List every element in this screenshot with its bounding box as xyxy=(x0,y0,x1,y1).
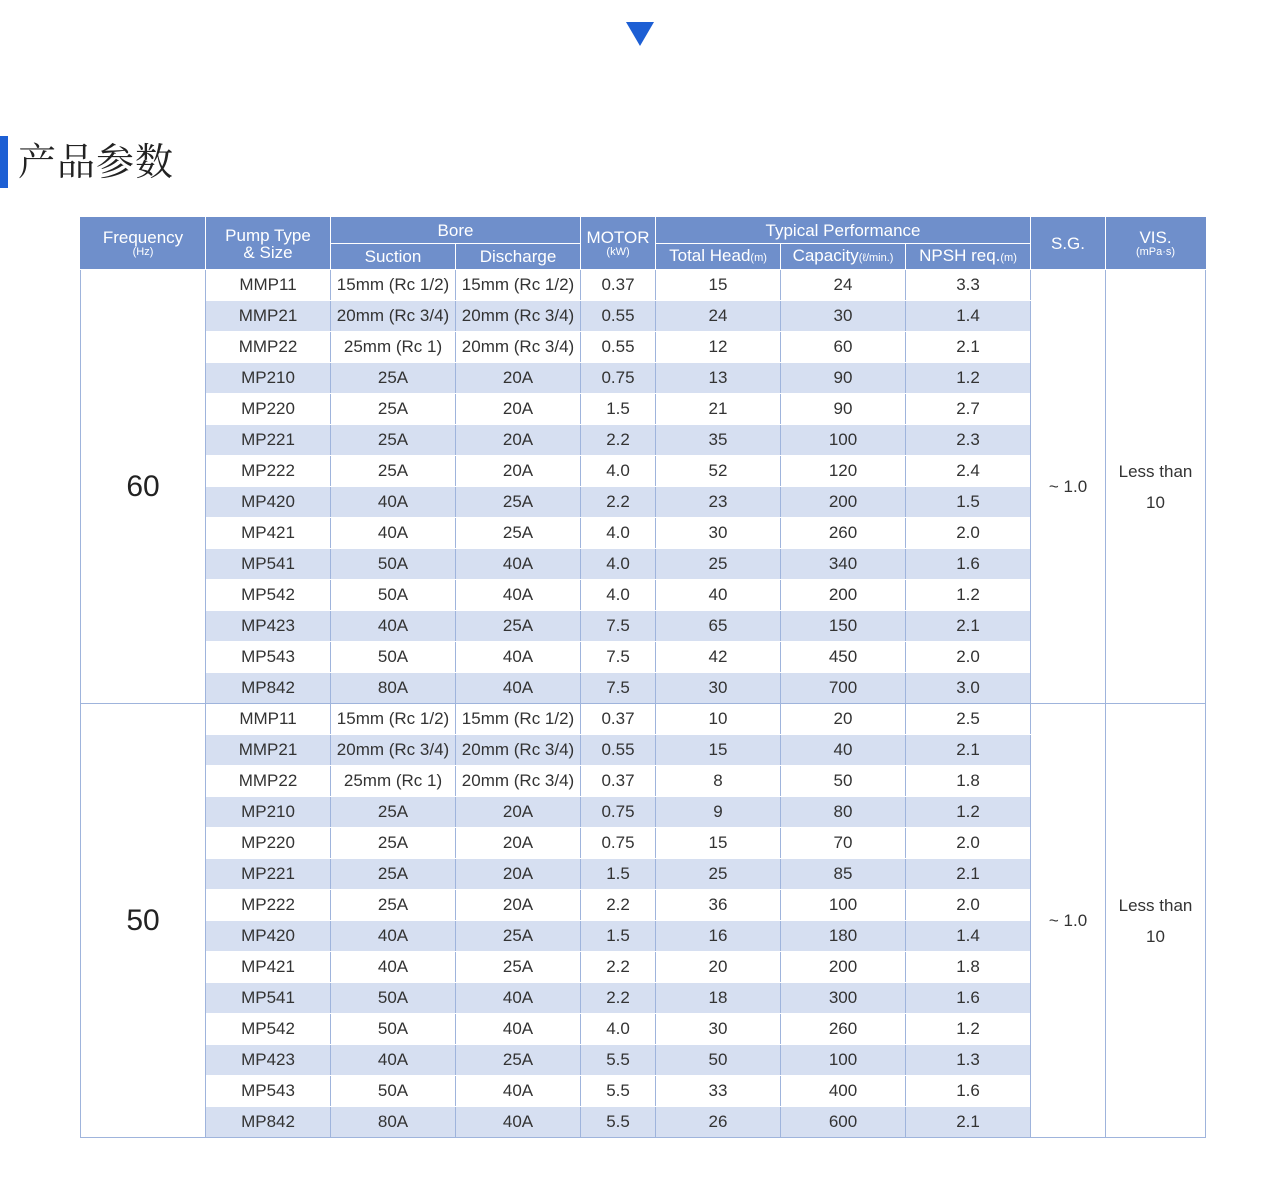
npsh-cell: 1.4 xyxy=(906,301,1031,332)
pump-type-cell: MP221 xyxy=(206,859,331,890)
total-head-cell: 25 xyxy=(656,549,781,580)
discharge-cell: 20A xyxy=(456,456,581,487)
discharge-cell: 15mm (Rc 1/2) xyxy=(456,704,581,735)
motor-cell: 7.5 xyxy=(581,673,656,704)
pump-type-cell: MP842 xyxy=(206,673,331,704)
header-total-head xyxy=(656,244,781,270)
pump-type-cell: MP543 xyxy=(206,1076,331,1107)
total-head-cell: 36 xyxy=(656,890,781,921)
npsh-cell: 1.2 xyxy=(906,363,1031,394)
header-typical-performance: Typical Performance xyxy=(656,218,1031,244)
capacity-cell: 50 xyxy=(781,766,906,797)
discharge-cell: 25A xyxy=(456,518,581,549)
npsh-cell: 2.1 xyxy=(906,859,1031,890)
discharge-cell: 40A xyxy=(456,580,581,611)
header-capacity-label: Capacity xyxy=(792,245,859,265)
capacity-cell: 20 xyxy=(781,704,906,735)
vis-line-2: 10 xyxy=(1146,926,1165,946)
motor-cell: 4.0 xyxy=(581,580,656,611)
frequency-value: 60 xyxy=(81,270,206,704)
discharge-cell: 40A xyxy=(456,549,581,580)
section-accent-bar xyxy=(0,136,8,188)
total-head-cell: 33 xyxy=(656,1076,781,1107)
pump-type-cell: MP420 xyxy=(206,921,331,952)
capacity-cell: 100 xyxy=(781,890,906,921)
pump-type-cell: MMP21 xyxy=(206,301,331,332)
header-motor-unit: (kW) xyxy=(606,245,630,258)
total-head-cell: 52 xyxy=(656,456,781,487)
total-head-cell: 30 xyxy=(656,1014,781,1045)
npsh-cell: 1.6 xyxy=(906,1076,1031,1107)
npsh-cell: 1.2 xyxy=(906,580,1031,611)
capacity-cell: 40 xyxy=(781,735,906,766)
motor-cell: 0.75 xyxy=(581,828,656,859)
motor-cell: 4.0 xyxy=(581,518,656,549)
header-pump-size-label: & Size xyxy=(243,242,293,262)
discharge-cell: 15mm (Rc 1/2) xyxy=(456,270,581,301)
suction-cell: 80A xyxy=(331,1107,456,1138)
suction-cell: 50A xyxy=(331,580,456,611)
npsh-cell: 1.3 xyxy=(906,1045,1031,1076)
npsh-cell: 1.5 xyxy=(906,487,1031,518)
capacity-cell: 90 xyxy=(781,363,906,394)
discharge-cell: 20A xyxy=(456,363,581,394)
suction-cell: 40A xyxy=(331,518,456,549)
total-head-cell: 26 xyxy=(656,1107,781,1138)
pump-type-cell: MP842 xyxy=(206,1107,331,1138)
motor-cell: 4.0 xyxy=(581,1014,656,1045)
header-frequency xyxy=(81,218,206,270)
capacity-cell: 60 xyxy=(781,332,906,363)
total-head-cell: 8 xyxy=(656,766,781,797)
npsh-cell: 2.0 xyxy=(906,518,1031,549)
npsh-cell: 2.1 xyxy=(906,735,1031,766)
total-head-cell: 25 xyxy=(656,859,781,890)
discharge-cell: 40A xyxy=(456,1014,581,1045)
pump-type-cell: MP541 xyxy=(206,983,331,1014)
header-pump-type-label: Pump Type xyxy=(225,225,311,245)
motor-cell: 2.2 xyxy=(581,952,656,983)
total-head-cell: 21 xyxy=(656,394,781,425)
motor-cell: 5.5 xyxy=(581,1107,656,1138)
motor-cell: 0.55 xyxy=(581,735,656,766)
pump-type-cell: MP210 xyxy=(206,797,331,828)
discharge-cell: 25A xyxy=(456,952,581,983)
suction-cell: 50A xyxy=(331,549,456,580)
npsh-cell: 1.6 xyxy=(906,549,1031,580)
suction-cell: 25A xyxy=(331,859,456,890)
capacity-cell: 200 xyxy=(781,952,906,983)
header-suction: Suction xyxy=(331,244,456,270)
total-head-cell: 15 xyxy=(656,828,781,859)
frequency-group-50 xyxy=(81,704,1206,1138)
product-spec-table xyxy=(80,217,1206,1138)
capacity-cell: 80 xyxy=(781,797,906,828)
discharge-cell: 20mm (Rc 3/4) xyxy=(456,301,581,332)
pump-type-cell: MP222 xyxy=(206,890,331,921)
header-vis-unit: (mPa·s) xyxy=(1135,245,1176,258)
motor-cell: 2.2 xyxy=(581,983,656,1014)
npsh-cell: 3.3 xyxy=(906,270,1031,301)
motor-cell: 0.75 xyxy=(581,363,656,394)
npsh-cell: 1.2 xyxy=(906,797,1031,828)
npsh-cell: 2.0 xyxy=(906,828,1031,859)
pump-type-cell: MP221 xyxy=(206,425,331,456)
table-header xyxy=(81,218,1206,270)
pump-type-cell: MP423 xyxy=(206,611,331,642)
table-row xyxy=(81,270,1206,301)
total-head-cell: 42 xyxy=(656,642,781,673)
suction-cell: 25A xyxy=(331,456,456,487)
npsh-cell: 1.8 xyxy=(906,766,1031,797)
header-sg: S.G. xyxy=(1031,218,1106,270)
sg-value: ~ 1.0 xyxy=(1031,270,1106,704)
total-head-cell: 18 xyxy=(656,983,781,1014)
capacity-cell: 70 xyxy=(781,828,906,859)
capacity-cell: 100 xyxy=(781,425,906,456)
total-head-cell: 35 xyxy=(656,425,781,456)
suction-cell: 25A xyxy=(331,890,456,921)
scroll-down-arrow-icon xyxy=(626,22,654,46)
header-npsh xyxy=(906,244,1031,270)
capacity-cell: 90 xyxy=(781,394,906,425)
total-head-cell: 9 xyxy=(656,797,781,828)
total-head-cell: 10 xyxy=(656,704,781,735)
capacity-cell: 700 xyxy=(781,673,906,704)
discharge-cell: 25A xyxy=(456,1045,581,1076)
pump-type-cell: MP420 xyxy=(206,487,331,518)
discharge-cell: 40A xyxy=(456,1107,581,1138)
suction-cell: 50A xyxy=(331,983,456,1014)
suction-cell: 25A xyxy=(331,394,456,425)
suction-cell: 50A xyxy=(331,1014,456,1045)
pump-type-cell: MP220 xyxy=(206,828,331,859)
vis-line-2: 10 xyxy=(1146,492,1165,512)
total-head-cell: 15 xyxy=(656,735,781,766)
header-bore: Bore xyxy=(331,218,581,244)
motor-cell: 7.5 xyxy=(581,642,656,673)
pump-type-cell: MP541 xyxy=(206,549,331,580)
capacity-cell: 400 xyxy=(781,1076,906,1107)
motor-cell: 0.55 xyxy=(581,332,656,363)
table-row xyxy=(81,704,1206,735)
total-head-cell: 23 xyxy=(656,487,781,518)
discharge-cell: 25A xyxy=(456,921,581,952)
pump-type-cell: MMP21 xyxy=(206,735,331,766)
pump-type-cell: MP423 xyxy=(206,1045,331,1076)
motor-cell: 0.55 xyxy=(581,301,656,332)
total-head-cell: 15 xyxy=(656,270,781,301)
vis-value xyxy=(1106,704,1206,1138)
total-head-cell: 24 xyxy=(656,301,781,332)
npsh-cell: 2.1 xyxy=(906,611,1031,642)
suction-cell: 40A xyxy=(331,921,456,952)
total-head-cell: 12 xyxy=(656,332,781,363)
motor-cell: 0.37 xyxy=(581,766,656,797)
discharge-cell: 20A xyxy=(456,425,581,456)
discharge-cell: 20mm (Rc 3/4) xyxy=(456,735,581,766)
discharge-cell: 20A xyxy=(456,394,581,425)
capacity-cell: 180 xyxy=(781,921,906,952)
npsh-cell: 1.8 xyxy=(906,952,1031,983)
pump-type-cell: MP421 xyxy=(206,518,331,549)
npsh-cell: 1.6 xyxy=(906,983,1031,1014)
capacity-cell: 150 xyxy=(781,611,906,642)
header-pump-type xyxy=(206,218,331,270)
capacity-cell: 340 xyxy=(781,549,906,580)
capacity-cell: 30 xyxy=(781,301,906,332)
header-vis-label: VIS. xyxy=(1139,227,1172,247)
capacity-cell: 100 xyxy=(781,1045,906,1076)
suction-cell: 25A xyxy=(331,363,456,394)
pump-type-cell: MP543 xyxy=(206,642,331,673)
header-capacity-unit: (ℓ/min.) xyxy=(858,251,894,264)
pump-type-cell: MMP22 xyxy=(206,766,331,797)
motor-cell: 4.0 xyxy=(581,456,656,487)
pump-type-cell: MMP11 xyxy=(206,270,331,301)
capacity-cell: 300 xyxy=(781,983,906,1014)
motor-cell: 5.5 xyxy=(581,1076,656,1107)
npsh-cell: 2.1 xyxy=(906,332,1031,363)
suction-cell: 15mm (Rc 1/2) xyxy=(331,270,456,301)
vis-value xyxy=(1106,270,1206,704)
total-head-cell: 40 xyxy=(656,580,781,611)
total-head-cell: 30 xyxy=(656,518,781,549)
header-total-head-label: Total Head xyxy=(669,245,751,265)
suction-cell: 40A xyxy=(331,487,456,518)
motor-cell: 4.0 xyxy=(581,549,656,580)
total-head-cell: 13 xyxy=(656,363,781,394)
discharge-cell: 40A xyxy=(456,983,581,1014)
header-frequency-unit: (Hz) xyxy=(132,245,154,258)
npsh-cell: 2.0 xyxy=(906,890,1031,921)
motor-cell: 0.37 xyxy=(581,270,656,301)
motor-cell: 0.37 xyxy=(581,704,656,735)
total-head-cell: 16 xyxy=(656,921,781,952)
suction-cell: 25A xyxy=(331,797,456,828)
capacity-cell: 120 xyxy=(781,456,906,487)
discharge-cell: 40A xyxy=(456,1076,581,1107)
discharge-cell: 20A xyxy=(456,859,581,890)
pump-type-cell: MP542 xyxy=(206,1014,331,1045)
npsh-cell: 2.7 xyxy=(906,394,1031,425)
pump-type-cell: MP220 xyxy=(206,394,331,425)
pump-type-cell: MP421 xyxy=(206,952,331,983)
suction-cell: 40A xyxy=(331,1045,456,1076)
discharge-cell: 40A xyxy=(456,673,581,704)
npsh-cell: 2.1 xyxy=(906,1107,1031,1138)
suction-cell: 50A xyxy=(331,642,456,673)
motor-cell: 2.2 xyxy=(581,425,656,456)
npsh-cell: 1.2 xyxy=(906,1014,1031,1045)
motor-cell: 1.5 xyxy=(581,394,656,425)
capacity-cell: 600 xyxy=(781,1107,906,1138)
header-motor xyxy=(581,218,656,270)
capacity-cell: 24 xyxy=(781,270,906,301)
frequency-group-60 xyxy=(81,270,1206,704)
discharge-cell: 20mm (Rc 3/4) xyxy=(456,332,581,363)
capacity-cell: 260 xyxy=(781,518,906,549)
motor-cell: 0.75 xyxy=(581,797,656,828)
capacity-cell: 85 xyxy=(781,859,906,890)
pump-type-cell: MP542 xyxy=(206,580,331,611)
suction-cell: 40A xyxy=(331,952,456,983)
pump-type-cell: MP210 xyxy=(206,363,331,394)
suction-cell: 25mm (Rc 1) xyxy=(331,766,456,797)
header-motor-label: MOTOR xyxy=(586,227,650,247)
motor-cell: 5.5 xyxy=(581,1045,656,1076)
header-npsh-label: NPSH req. xyxy=(919,245,1001,265)
pump-type-cell: MP222 xyxy=(206,456,331,487)
suction-cell: 50A xyxy=(331,1076,456,1107)
npsh-cell: 2.0 xyxy=(906,642,1031,673)
vis-line-1: Less than xyxy=(1118,461,1193,481)
suction-cell: 25A xyxy=(331,425,456,456)
header-frequency-label: Frequency xyxy=(102,227,184,247)
total-head-cell: 30 xyxy=(656,673,781,704)
motor-cell: 1.5 xyxy=(581,921,656,952)
header-discharge: Discharge xyxy=(456,244,581,270)
npsh-cell: 2.3 xyxy=(906,425,1031,456)
header-capacity xyxy=(781,244,906,270)
suction-cell: 20mm (Rc 3/4) xyxy=(331,735,456,766)
capacity-cell: 200 xyxy=(781,487,906,518)
npsh-cell: 2.5 xyxy=(906,704,1031,735)
discharge-cell: 25A xyxy=(456,487,581,518)
suction-cell: 40A xyxy=(331,611,456,642)
capacity-cell: 200 xyxy=(781,580,906,611)
discharge-cell: 20A xyxy=(456,828,581,859)
frequency-value: 50 xyxy=(81,704,206,1138)
discharge-cell: 40A xyxy=(456,642,581,673)
discharge-cell: 20A xyxy=(456,890,581,921)
npsh-cell: 2.4 xyxy=(906,456,1031,487)
motor-cell: 7.5 xyxy=(581,611,656,642)
capacity-cell: 260 xyxy=(781,1014,906,1045)
vis-line-1: Less than xyxy=(1118,895,1193,915)
header-npsh-unit: (m) xyxy=(1000,251,1017,264)
section-title: 产品参数 xyxy=(18,140,175,184)
suction-cell: 25mm (Rc 1) xyxy=(331,332,456,363)
total-head-cell: 50 xyxy=(656,1045,781,1076)
motor-cell: 2.2 xyxy=(581,890,656,921)
discharge-cell: 25A xyxy=(456,611,581,642)
discharge-cell: 20mm (Rc 3/4) xyxy=(456,766,581,797)
header-total-head-unit: (m) xyxy=(750,251,767,264)
capacity-cell: 450 xyxy=(781,642,906,673)
suction-cell: 15mm (Rc 1/2) xyxy=(331,704,456,735)
npsh-cell: 3.0 xyxy=(906,673,1031,704)
suction-cell: 20mm (Rc 3/4) xyxy=(331,301,456,332)
total-head-cell: 65 xyxy=(656,611,781,642)
suction-cell: 25A xyxy=(331,828,456,859)
discharge-cell: 20A xyxy=(456,797,581,828)
pump-type-cell: MMP22 xyxy=(206,332,331,363)
sg-value: ~ 1.0 xyxy=(1031,704,1106,1138)
suction-cell: 80A xyxy=(331,673,456,704)
motor-cell: 2.2 xyxy=(581,487,656,518)
motor-cell: 1.5 xyxy=(581,859,656,890)
pump-type-cell: MMP11 xyxy=(206,704,331,735)
total-head-cell: 20 xyxy=(656,952,781,983)
npsh-cell: 1.4 xyxy=(906,921,1031,952)
header-vis xyxy=(1106,218,1206,270)
